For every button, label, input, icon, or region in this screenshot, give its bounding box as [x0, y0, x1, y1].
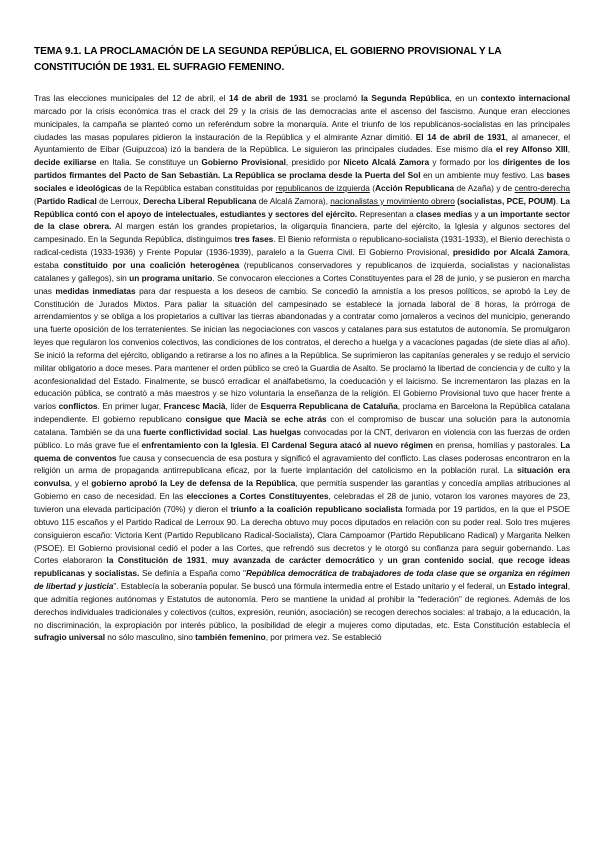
text-run: convocadas por la CNT, derivaron en violencia con las fuerzas de orden público. Lo más grave fue el: [34, 426, 570, 450]
bold-text-run: 14 de abril de 1931: [229, 93, 308, 103]
bold-text-run: tres fases: [234, 234, 274, 245]
bold-text-run: fuerte conflictividad social: [143, 426, 248, 437]
bold-text-run: clases medias: [416, 208, 473, 219]
text-run: se proclamó: [307, 93, 361, 103]
text-run: . Se convocaron elecciones a Cortes Constituyentes para el 28 de junio, y se pusieron en marcha unas: [34, 272, 570, 296]
text-run: ". Establecía la soberanía popular. Se buscó una fórmula intermedia entre el Estado unitario y el federal, un: [113, 581, 509, 592]
text-run: , al amanecer, el Ayuntamiento de Eibar (Guipuzcoa) izó la bandera de la República. Le siguieron las principales ciudades. Ese mismo día: [34, 131, 570, 155]
text-run: .: [555, 195, 561, 206]
bold-text-run: enfrentamiento con la Iglesia: [141, 439, 257, 450]
text-run: de la República estaban constituidas por: [121, 182, 276, 193]
text-run: (: [369, 182, 376, 193]
bold-text-run: la Segunda República: [360, 93, 450, 103]
text-run: Representan a: [357, 208, 417, 219]
bold-text-run: (socialistas, PCE, POUM): [457, 195, 556, 206]
bold-text-run: Partido Radical: [36, 195, 97, 206]
text-run: , estaba: [34, 247, 570, 270]
bold-text-run: sufragio universal: [34, 632, 105, 643]
text-run: ,: [491, 555, 499, 566]
text-run: .: [247, 426, 253, 437]
text-run: (republicanos conservadores y republicanos de izquierda, socialistas y nacionalistas catalanes y gallegos), sin: [34, 259, 570, 283]
page-title: TEMA 9.1. LA PROCLAMACIÓN DE LA SEGUNDA REPÚBLICA, EL GOBIERNO PROVISIONAL Y LA CONSTITUCIÓN DE 1931. EL SUFRAGIO FEMENINO.: [34, 46, 502, 73]
text-run: (: [34, 195, 37, 206]
text-run: , líder de: [225, 401, 261, 412]
bold-text-run: elecciones a Cortes Constituyentes: [186, 491, 329, 502]
text-run: y: [374, 555, 388, 566]
bold-text-run: muy avanzada de carácter democrático: [211, 555, 375, 566]
underlined-text-run: nacionalistas y movimiento obrero: [330, 195, 455, 206]
bold-text-run: Las huelgas: [252, 426, 301, 437]
text-run: , proclama en Barcelona la República catalana independiente. El gobierno republicano: [34, 401, 571, 425]
text-run: .: [256, 439, 262, 450]
bold-text-run: Francesc Macià: [163, 401, 226, 412]
text-run: de Alcalá Zamora),: [256, 195, 331, 206]
bold-text-run: La quema de conventos: [34, 439, 570, 463]
bold-text-run: que recoge ideas republicanas y socialistas.: [34, 555, 571, 579]
bold-text-run: Gobierno Provisional: [201, 157, 286, 168]
text-run: con el compromiso de buscar una solución para la autonomía catalana. También se da una: [34, 414, 570, 437]
bold-text-run: decide exiliarse: [34, 157, 97, 168]
text-run: ,: [567, 144, 570, 155]
bold-text-run: un gran contenido social: [387, 555, 492, 566]
bold-text-run: gobierno aprobó la Ley de defensa de la República: [91, 478, 296, 489]
bold-text-run: Derecha Liberal Republicana: [143, 195, 257, 206]
text-run: y: [472, 208, 481, 219]
text-run: para dar respuesta a los deseos de cambio. Se concedió la amnistía a los presos políticos, se aprobó la Ley de Constitución de Jurados Mixtos. Para paliar la situación del campesinado se establece la jornada laboral de 8 horas, la prórroga de arrendamientos y se obliga a los propietarios a cultivar las tierras abandonadas y a contratar como jornaleros a vecinos del municipio, generando una fuerte oposición de los terratenientes. Se inician las negociaciones con vascos y catalanes para sus estatutos de autonomía. Se promulgaron leyes que regularon los convenios colectivos, las condiciones de los contratos, el derecho a huelga y a vacaciones pagadas (de siete días al año). Se inició la reforma del ejército, obligando a retirarse a los no afines a la República. Se suprimieron las capitanías generales y se redujo el servicio militar obligatorio a doce meses. Para mantener el orden público se creó la Guardia de Asalto. Se proclamó la libertad de conciencia y de culto y la aconfesionalidad del Estado. Finalmente, se buscó erradicar el analfabetismo, la coeducación y el laicismo. Se incrementaron las plazas en la educación pública, se contrató a más maestros y se hizo voluntaria la enseñanza de la religión. El Gobierno Provisional tuvo que hacer frente a varios: [34, 285, 571, 412]
text-run: , que admitía regiones autónomas y Estatutos de autonomía. Pero se mantiene la unidad al prohibir la "federación" de regiones. Además de los derechos individuales tradicionales y colectivos (cultos, expresión, reunión, asociación) se recogen derechos sociales: al trabajo, a la educación, la no discriminación, la expropiación por interés público, la posibilidad de elegir a mujeres como diputadas, etc. Esta Constitución establecía el: [34, 581, 570, 630]
text-run: en prensa, homilías y pastorales.: [432, 439, 561, 450]
bold-text-run: bases sociales e ideológicas: [34, 170, 570, 193]
bold-text-run: a un importante sector de la clase obrera.: [34, 208, 570, 232]
text-run: , y el: [69, 478, 92, 489]
bold-text-run: un programa unitario: [129, 272, 213, 283]
text-run: , que permitía suspender las garantías y concedía amplias atribuciones al Gobierno en caso de necesidad. En las: [34, 478, 570, 502]
bold-text-run: República democrática de trabajadores de toda clase que se organiza en régimen de libertad y justicia: [34, 568, 570, 592]
bold-text-run: la Constitución de 1931: [106, 555, 206, 566]
bold-text-run: Esquerra Republicana de Cataluña: [260, 401, 398, 412]
bold-text-run: también femenino: [195, 632, 266, 643]
text-run: en un ambiente muy festivo. Las: [420, 170, 547, 181]
text-run: , celebradas el 28 de junio, votaron los varones mayores de 23, tuvieron una elevada participación (70%) y dieron el: [34, 491, 570, 514]
bold-text-run: medidas inmediatas: [55, 285, 136, 296]
bold-text-run: situación era convulsa: [34, 465, 570, 489]
text-run: y formado por los: [429, 157, 503, 168]
bold-text-run: constituido por una coalición heterogénea: [63, 259, 240, 270]
bold-text-run: conflictos: [58, 401, 98, 412]
body-paragraph: [34, 92, 570, 644]
text-run: fue causa y consecuencia de esa postura y significó el agravamiento del conflicto. Las clases poderosas encontraron en la religión un arma de propaganda antirrepublicana eficaz, por la fuerte implantación del catolicismo en la población rural. La: [34, 452, 571, 476]
bold-text-run: presidido por Alcalá Zamora: [452, 247, 568, 258]
text-run: de Azaña) y de: [454, 182, 515, 193]
bold-text-run: triunfo a la coalición republicano socialista: [230, 504, 403, 514]
bold-text-run: Acción Republicana: [375, 182, 455, 193]
text-run: no sólo masculino, sino: [104, 632, 196, 643]
text-run: , en un: [449, 93, 481, 103]
bold-text-run: La República contó con el apoyo de intelectuales, estudiantes y sectores del ejército.: [34, 195, 570, 219]
text-run: . El Bienio reformista o republicano-socialista (1931-1933), el Bienio derechista o radical-cedista (1933-1936) y Frente Popular (1936-1939), paralelo a la Guerra Civil. El Gobierno Provisional,: [34, 234, 571, 258]
bold-text-run: consigue que Macià se eche atrás: [185, 414, 327, 425]
text-run: Tras las elecciones municipales del 12 de abril, el: [34, 93, 229, 103]
bold-text-run: El Cardenal Segura atacó al nuevo régimen: [261, 439, 433, 450]
bold-text-run: contexto internacional: [480, 93, 571, 103]
text-run: Al margen están los grandes propietarios, la oligarquía financiera, parte del ejército, la Iglesia y algunos sectores del campesinado. En la Segunda República, distinguimos: [34, 221, 570, 245]
text-run: ,: [205, 555, 212, 566]
text-run: en Italia. Se constituye un: [96, 157, 202, 168]
text-run: Se definía a España como ": [139, 568, 246, 579]
bold-text-run: Estado integral: [508, 581, 568, 592]
bold-text-run: el rey Alfonso XIII: [495, 144, 568, 155]
text-run: . En primer lugar,: [97, 401, 164, 412]
underlined-text-run: republicanos de izquierda: [275, 182, 370, 193]
bold-text-run: El 14 de abril de 1931: [415, 131, 506, 142]
bold-text-run: Niceto Alcalá Zamora: [343, 157, 430, 168]
underlined-text-run: centro-derecha: [514, 182, 570, 193]
text-run: , por primera vez. Se estableció: [265, 632, 382, 643]
text-run: de Lerroux,: [96, 195, 144, 206]
bold-text-run: dirigentes de los partidos firmantes del Pacto de San Sebastián. La República se proclama desde la Puerta del Sol: [34, 157, 570, 181]
text-run: marcado por la crisis económica tras el crack del 29 y la crisis de las democracias ante el ascenso del fascismo. Aunque eran elecciones municipales, la campaña se planteó como un referéndum sobre la monarquía. Ante el triunfo de los republicanos-socialistas en las principales ciudades las masas populares pidieron la instauración de la República y el almirante Aznar dimitió.: [34, 105, 570, 142]
text-run: , presidido por: [285, 157, 344, 168]
text-run: formada por 19 partidos, en la que el PSOE obtuvo 115 escaños y el Partido Radical de Lerroux 90. La derecha obtuvo muy pocos diputados en relación con su poder real. Solo tres mujeres consiguieron escaño: Victoria Kent (Partido Republicano Radical-Socialista), Clara Campoamor (Partido Republicano Radical) y Margarita Nelken (PSOE). El Gobierno provisional cedió el poder a las Cortes, que refrendó sus decretos y le otorgó su confianza para seguir gobernando. Las Cortes elaboraron: [34, 504, 570, 566]
